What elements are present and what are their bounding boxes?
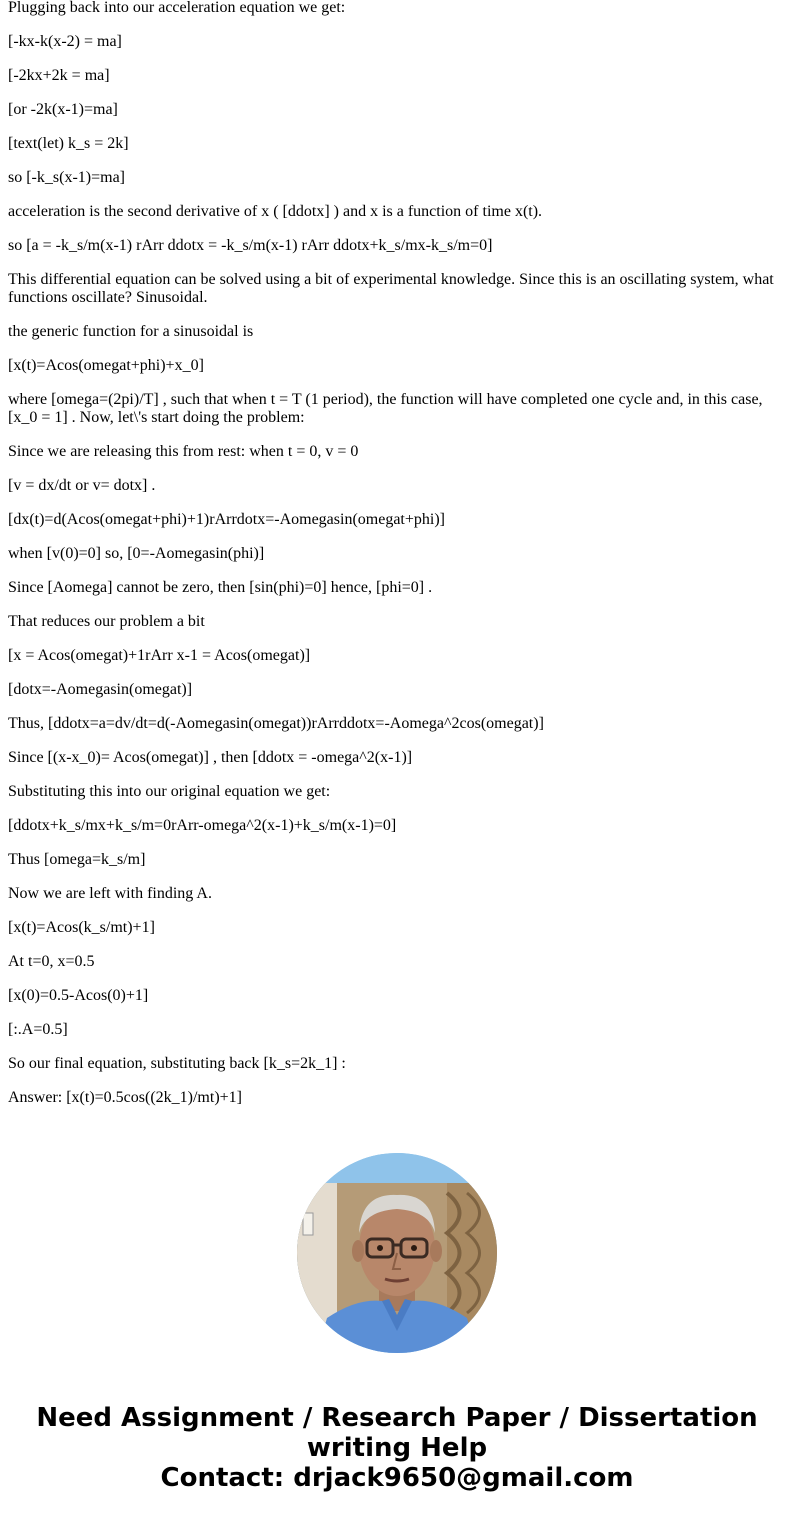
equation: [-kx-k(x-2) = ma] [8, 33, 122, 50]
equation: so [a = -k_s/m(x-1) rArr ddotx = -k_s/m(x-1) rArr ddotx+k_s/mx-k_s/m=0] [8, 237, 493, 254]
equation: [or -2k(x-1)=ma] [8, 101, 118, 118]
equation: [x(0)=0.5-Acos(0)+1] [8, 987, 149, 1004]
promo-line-2: writing Help [306, 1433, 488, 1463]
equation: [text(let) k_s = 2k] [8, 135, 129, 152]
promo-banner [0, 1403, 794, 1493]
solution-text [8, 0, 788, 1123]
equation: [ddotx+k_s/mx+k_s/m=0rArr-omega^2(x-1)+k_s/m(x-1)=0] [8, 817, 397, 834]
paragraph: This differential equation can be solved using a bit of experimental knowledge. Since this is an oscillating system, what functions oscillate? Sinusoidal. [8, 271, 774, 306]
paragraph: Substituting this into our original equation we get: [8, 783, 331, 800]
paragraph: Now we are left with finding A. [8, 885, 212, 902]
paragraph: That reduces our problem a bit [8, 613, 205, 630]
equation: [x(t)=Acos(k_s/mt)+1] [8, 919, 155, 936]
promo-contact-email: Contact: drjack9650@gmail.com [160, 1463, 634, 1493]
equation: [x = Acos(omegat)+1rArr x-1 = Acos(omegat)] [8, 647, 311, 664]
equation: Since [(x-x_0)= Acos(omegat)] , then [ddotx = -omega^2(x-1)] [8, 749, 413, 766]
paragraph: when [v(0)=0] so, [0=-Aomegasin(phi)] [8, 545, 265, 562]
equation: [v = dx/dt or v= dotx] . [8, 477, 156, 494]
answer: Answer: [x(t)=0.5cos((2k_1)/mt)+1] [8, 1089, 242, 1106]
paragraph: Since we are releasing this from rest: when t = 0, v = 0 [8, 443, 359, 460]
paragraph: Plugging back into our acceleration equation we get: [8, 0, 346, 16]
promo-line-1: Need Assignment / Research Paper / Dissertation [36, 1403, 758, 1433]
equation: Thus, [ddotx=a=dv/dt=d(-Aomegasin(omegat))rArrddotx=-Aomega^2cos(omegat)] [8, 715, 544, 732]
paragraph: At t=0, x=0.5 [8, 953, 95, 970]
author-portrait-image [297, 1153, 497, 1353]
paragraph: where [omega=(2pi)/T] , such that when t = T (1 period), the function will have completed one cycle and, in this case, [x_0 = 1] . Now, let\'s start doing the problem: [8, 391, 763, 426]
equation: [dotx=-Aomegasin(omegat)] [8, 681, 193, 698]
paragraph: acceleration is the second derivative of x ( [ddotx] ) and x is a function of time x(t). [8, 203, 543, 220]
equation: [-2kx+2k = ma] [8, 67, 110, 84]
equation: so [-k_s(x-1)=ma] [8, 169, 125, 186]
equation: [x(t)=Acos(omegat+phi)+x_0] [8, 357, 204, 374]
author-avatar [297, 1153, 497, 1353]
equation: [:.A=0.5] [8, 1021, 68, 1038]
equation: [dx(t)=d(Acos(omegat+phi)+1)rArrdotx=-Aomegasin(omegat+phi)] [8, 511, 445, 528]
paragraph: the generic function for a sinusoidal is [8, 323, 254, 340]
equation: Thus [omega=k_s/m] [8, 851, 146, 868]
paragraph: Since [Aomega] cannot be zero, then [sin(phi)=0] hence, [phi=0] . [8, 579, 433, 596]
paragraph: So our final equation, substituting back [k_s=2k_1] : [8, 1055, 346, 1072]
